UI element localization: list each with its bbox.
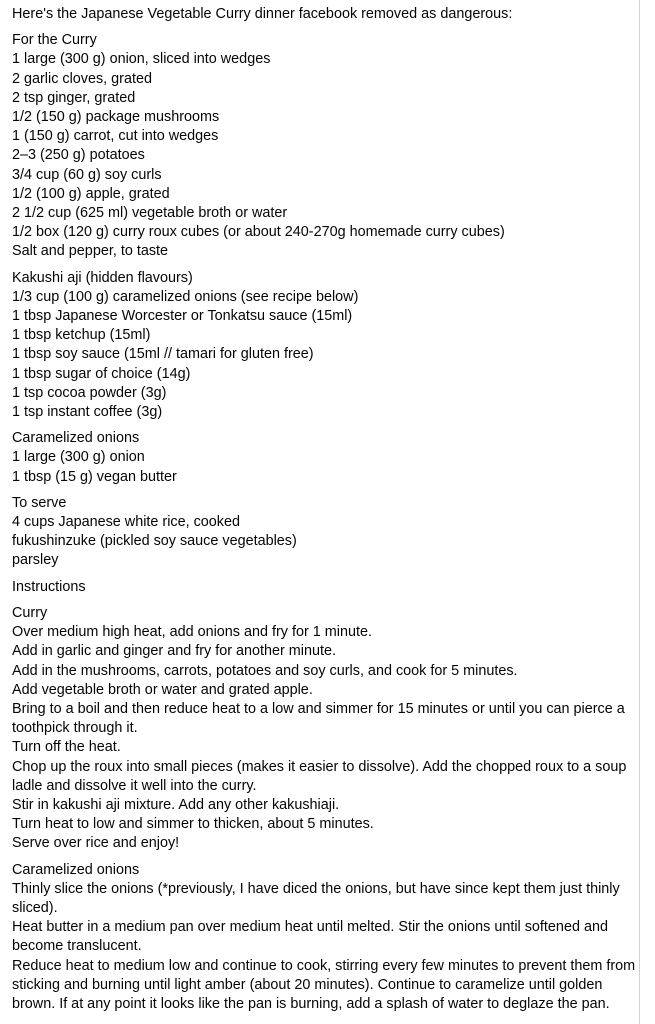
recipe-line: 1 tbsp sugar of choice (14g) xyxy=(12,365,191,382)
recipe-line: 1 large (300 g) onion xyxy=(12,449,145,466)
section-heading: Instructions xyxy=(12,578,86,595)
recipe-line: fukushinzuke (pickled soy sauce vegetables) xyxy=(12,533,297,550)
recipe-line: Add in garlic and ginger and fry for another minute. xyxy=(12,643,336,660)
recipe-line: Stir in kakushi aji mixture. Add any other kakushiaji. xyxy=(12,796,340,813)
recipe-section xyxy=(12,578,640,597)
recipe-line: Over medium high heat, add onions and fry for 1 minute. xyxy=(12,624,372,641)
recipe-line: Heat butter in a medium pan over medium heat until melted. Stir the onions until softened and become translucent. xyxy=(12,919,608,955)
recipe-section xyxy=(12,861,640,1015)
section-heading: Caramelized onions xyxy=(12,430,140,447)
recipe-line: Turn heat to low and simmer to thicken, about 5 minutes. xyxy=(12,816,374,833)
recipe-section xyxy=(12,429,640,487)
recipe-line: 2 tsp ginger, grated xyxy=(12,89,136,106)
recipe-line: 2 1/2 cup (625 ml) vegetable broth or water xyxy=(12,205,288,222)
recipe-line: Add vegetable broth or water and grated apple. xyxy=(12,681,313,698)
section-heading: To serve xyxy=(12,494,67,511)
recipe-line: 1 (150 g) carrot, cut into wedges xyxy=(12,128,219,145)
section-heading: For the Curry xyxy=(12,32,97,49)
recipe-line: Bring to a boil and then reduce heat to a low and simmer for 15 minutes or until you can pierce a toothpick through it. xyxy=(12,700,625,737)
recipe-line: 1 tsp cocoa powder (3g) xyxy=(12,384,167,401)
section-heading: Kakushi aji (hidden flavours) xyxy=(12,269,193,286)
recipe-line: 4 cups Japanese white rice, cooked xyxy=(12,514,240,531)
recipe-section xyxy=(12,269,640,423)
post-text xyxy=(12,5,640,1021)
recipe-section xyxy=(12,494,640,571)
recipe-line: Turn off the heat. xyxy=(12,739,121,756)
recipe-line: 1 tbsp Japanese Worcester or Tonkatsu sauce (15ml) xyxy=(12,308,353,325)
recipe-sections xyxy=(12,31,640,1014)
recipe-line: 1 tbsp soy sauce (15ml // tamari for gluten free) xyxy=(12,346,314,363)
recipe-line: 1/2 (100 g) apple, grated xyxy=(12,185,170,202)
recipe-line: Reduce heat to medium low and continue to cook, stirring every few minutes to prevent them from sticking and burning until light amber (about 20 minutes). Continue to caramelize until golden brown. If at any point it looks like the pan is burning, add a splash of water to deglaze the pan. xyxy=(12,957,636,1012)
recipe-line: 1/2 box (120 g) curry roux cubes (or about 240-270g homemade curry cubes) xyxy=(12,224,505,241)
recipe-line: Add in the mushrooms, carrots, potatoes and soy curls, and cook for 5 minutes. xyxy=(12,662,518,679)
recipe-line: 2–3 (250 g) potatoes xyxy=(12,147,145,164)
recipe-line: Thinly slice the onions (*previously, I have diced the onions, but have since kept them just thinly sliced). xyxy=(12,880,620,916)
recipe-line: 1/2 (150 g) package mushrooms xyxy=(12,109,220,126)
recipe-line: Serve over rice and enjoy! xyxy=(12,835,180,852)
recipe-line: 3/4 cup (60 g) soy curls xyxy=(12,166,162,183)
recipe-line: 1 tbsp (15 g) vegan butter xyxy=(12,468,177,485)
recipe-line: Salt and pepper, to taste xyxy=(12,243,169,260)
recipe-line: 1 large (300 g) onion, sliced into wedges xyxy=(12,51,271,68)
section-heading: Caramelized onions xyxy=(12,861,140,878)
recipe-line: 1/3 cup (100 g) caramelized onions (see recipe below) xyxy=(12,288,359,305)
recipe-line: parsley xyxy=(12,552,59,569)
recipe-line: 2 garlic cloves, grated xyxy=(12,70,152,87)
section-heading: Curry xyxy=(12,604,48,621)
recipe-line: 1 tsp instant coffee (3g) xyxy=(12,404,163,421)
recipe-section xyxy=(12,31,640,261)
recipe-section xyxy=(12,604,640,854)
recipe-line: 1 tbsp ketchup (15ml) xyxy=(12,327,151,344)
recipe-line: Chop up the roux into small pieces (makes it easier to dissolve). Add the chopped roux to a soup ladle and dissolve it well into the curry. xyxy=(12,758,627,794)
post-intro: Here's the Japanese Vegetable Curry dinner facebook removed as dangerous: xyxy=(12,6,513,22)
